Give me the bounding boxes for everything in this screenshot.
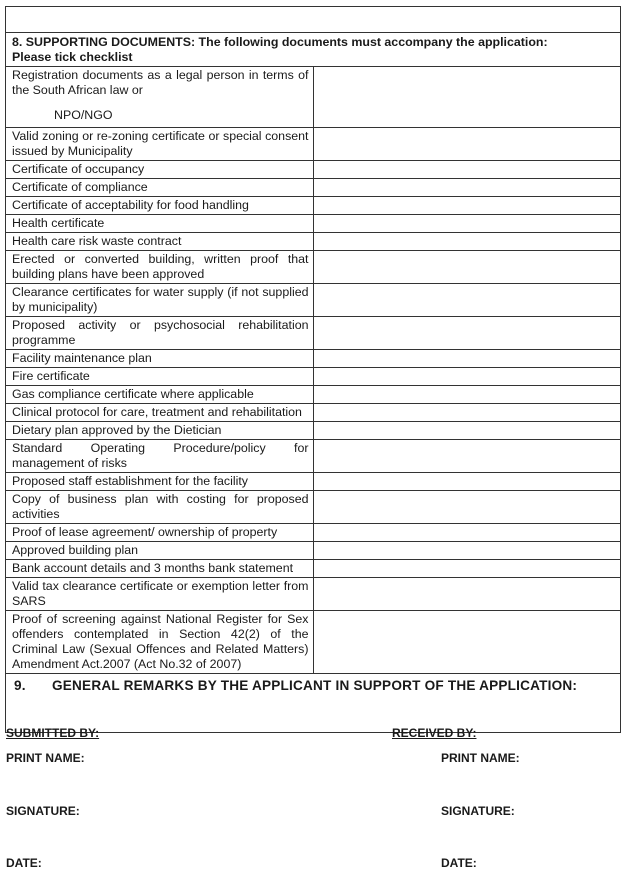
section-9-number: 9. xyxy=(14,678,26,693)
submitter-date-label: DATE: xyxy=(6,856,42,870)
tick-box[interactable] xyxy=(313,128,621,161)
tick-box[interactable] xyxy=(313,404,621,422)
checklist-row xyxy=(6,542,621,560)
checklist-row xyxy=(6,524,621,542)
tick-box[interactable] xyxy=(313,179,621,197)
checklist-row xyxy=(6,233,621,251)
tick-box[interactable] xyxy=(313,611,621,674)
checklist-row xyxy=(6,251,621,284)
checklist-item: Health care risk waste contract xyxy=(6,233,314,251)
tick-box[interactable] xyxy=(313,317,621,350)
checklist-item: Gas compliance certificate where applicable xyxy=(6,386,314,404)
checklist-row xyxy=(6,422,621,440)
tick-box[interactable] xyxy=(313,368,621,386)
tick-box[interactable] xyxy=(313,524,621,542)
section-8-header xyxy=(6,33,621,67)
checklist-row xyxy=(6,284,621,317)
tick-box[interactable] xyxy=(313,386,621,404)
tick-box[interactable] xyxy=(313,197,621,215)
checklist-item: Clearance certificates for water supply (if not supplied by municipality) xyxy=(6,284,314,317)
checklist-row xyxy=(6,161,621,179)
checklist-row xyxy=(6,578,621,611)
checklist-item: Standard Operating Procedure/policy for management of risks xyxy=(6,440,314,473)
checklist-item: Registration documents as a legal person in terms of the South African law or NPO/NGO xyxy=(6,67,314,128)
checklist-item: Bank account details and 3 months bank statement xyxy=(6,560,314,578)
checklist-row xyxy=(6,386,621,404)
tick-box[interactable] xyxy=(313,251,621,284)
checklist-item: Copy of business plan with costing for proposed activities xyxy=(6,491,314,524)
checklist-item: Certificate of occupancy xyxy=(6,161,314,179)
checklist-row xyxy=(6,473,621,491)
checklist-row xyxy=(6,491,621,524)
tick-box[interactable] xyxy=(313,215,621,233)
receiver-date-label: DATE: xyxy=(441,856,477,870)
tick-box[interactable] xyxy=(313,560,621,578)
tick-box[interactable] xyxy=(313,284,621,317)
checklist-row xyxy=(6,611,621,674)
section-8-title-line1: 8. SUPPORTING DOCUMENTS: The following documents must accompany the application: xyxy=(12,35,548,49)
checklist-item: Approved building plan xyxy=(6,542,314,560)
submitter-print-name-label: PRINT NAME: xyxy=(6,751,85,765)
checklist-row xyxy=(6,67,621,128)
section-9-title-text: GENERAL REMARKS BY THE APPLICANT IN SUPPORT OF THE APPLICATION: xyxy=(52,678,578,693)
form-header-frame xyxy=(5,6,621,32)
checklist-item: Proposed activity or psychosocial rehabilitation programme xyxy=(6,317,314,350)
tick-box[interactable] xyxy=(313,473,621,491)
section-9-title xyxy=(14,678,577,693)
received-by-label: RECEIVED BY: xyxy=(392,726,477,740)
checklist-item: Proof of screening against National Register for Sex offenders contemplated in Section 42(2) of the Criminal Law (Sexual Offences and Related Matters) Amendment Act.2007 (Act No.32 of 2007) xyxy=(6,611,314,674)
tick-box[interactable] xyxy=(313,578,621,611)
checklist-row xyxy=(6,404,621,422)
checklist-row xyxy=(6,440,621,473)
checklist-row xyxy=(6,215,621,233)
tick-box[interactable] xyxy=(313,233,621,251)
receiver-print-name-label: PRINT NAME: xyxy=(441,751,520,765)
checklist-item: Fire certificate xyxy=(6,368,314,386)
checklist-item: Proposed staff establishment for the facility xyxy=(6,473,314,491)
checklist-item: Facility maintenance plan xyxy=(6,350,314,368)
checklist-item: Erected or converted building, written proof that building plans have been approved xyxy=(6,251,314,284)
checklist-row xyxy=(6,197,621,215)
checklist-item: Certificate of compliance xyxy=(6,179,314,197)
checklist-item: Clinical protocol for care, treatment and rehabilitation xyxy=(6,404,314,422)
supporting-documents-table xyxy=(5,32,621,674)
tick-box[interactable] xyxy=(313,422,621,440)
checklist-item: Proof of lease agreement/ ownership of property xyxy=(6,524,314,542)
npo-ngo-text: NPO/NGO xyxy=(54,108,113,122)
checklist-item: Certificate of acceptability for food handling xyxy=(6,197,314,215)
checklist-item: Valid tax clearance certificate or exemption letter from SARS xyxy=(6,578,314,611)
checklist-row xyxy=(6,128,621,161)
checklist-row xyxy=(6,317,621,350)
section-8-title-line2: Please tick checklist xyxy=(12,50,133,64)
tick-box[interactable] xyxy=(313,542,621,560)
section-9-remarks-box[interactable] xyxy=(5,673,621,733)
checklist-row xyxy=(6,350,621,368)
tick-box[interactable] xyxy=(313,350,621,368)
checklist-item: Valid zoning or re-zoning certificate or special consent issued by Municipality xyxy=(6,128,314,161)
checklist-row xyxy=(6,560,621,578)
checklist-row xyxy=(6,179,621,197)
tick-box[interactable] xyxy=(313,491,621,524)
tick-box[interactable] xyxy=(313,67,621,128)
checklist-row xyxy=(6,368,621,386)
checklist-item: Dietary plan approved by the Dietician xyxy=(6,422,314,440)
submitted-by-label: SUBMITTED BY: xyxy=(6,726,100,740)
section-8-title xyxy=(6,33,621,67)
tick-box[interactable] xyxy=(313,440,621,473)
submitter-signature-label: SIGNATURE: xyxy=(6,804,80,818)
checklist-item: Health certificate xyxy=(6,215,314,233)
receiver-signature-label: SIGNATURE: xyxy=(441,804,515,818)
tick-box[interactable] xyxy=(313,161,621,179)
